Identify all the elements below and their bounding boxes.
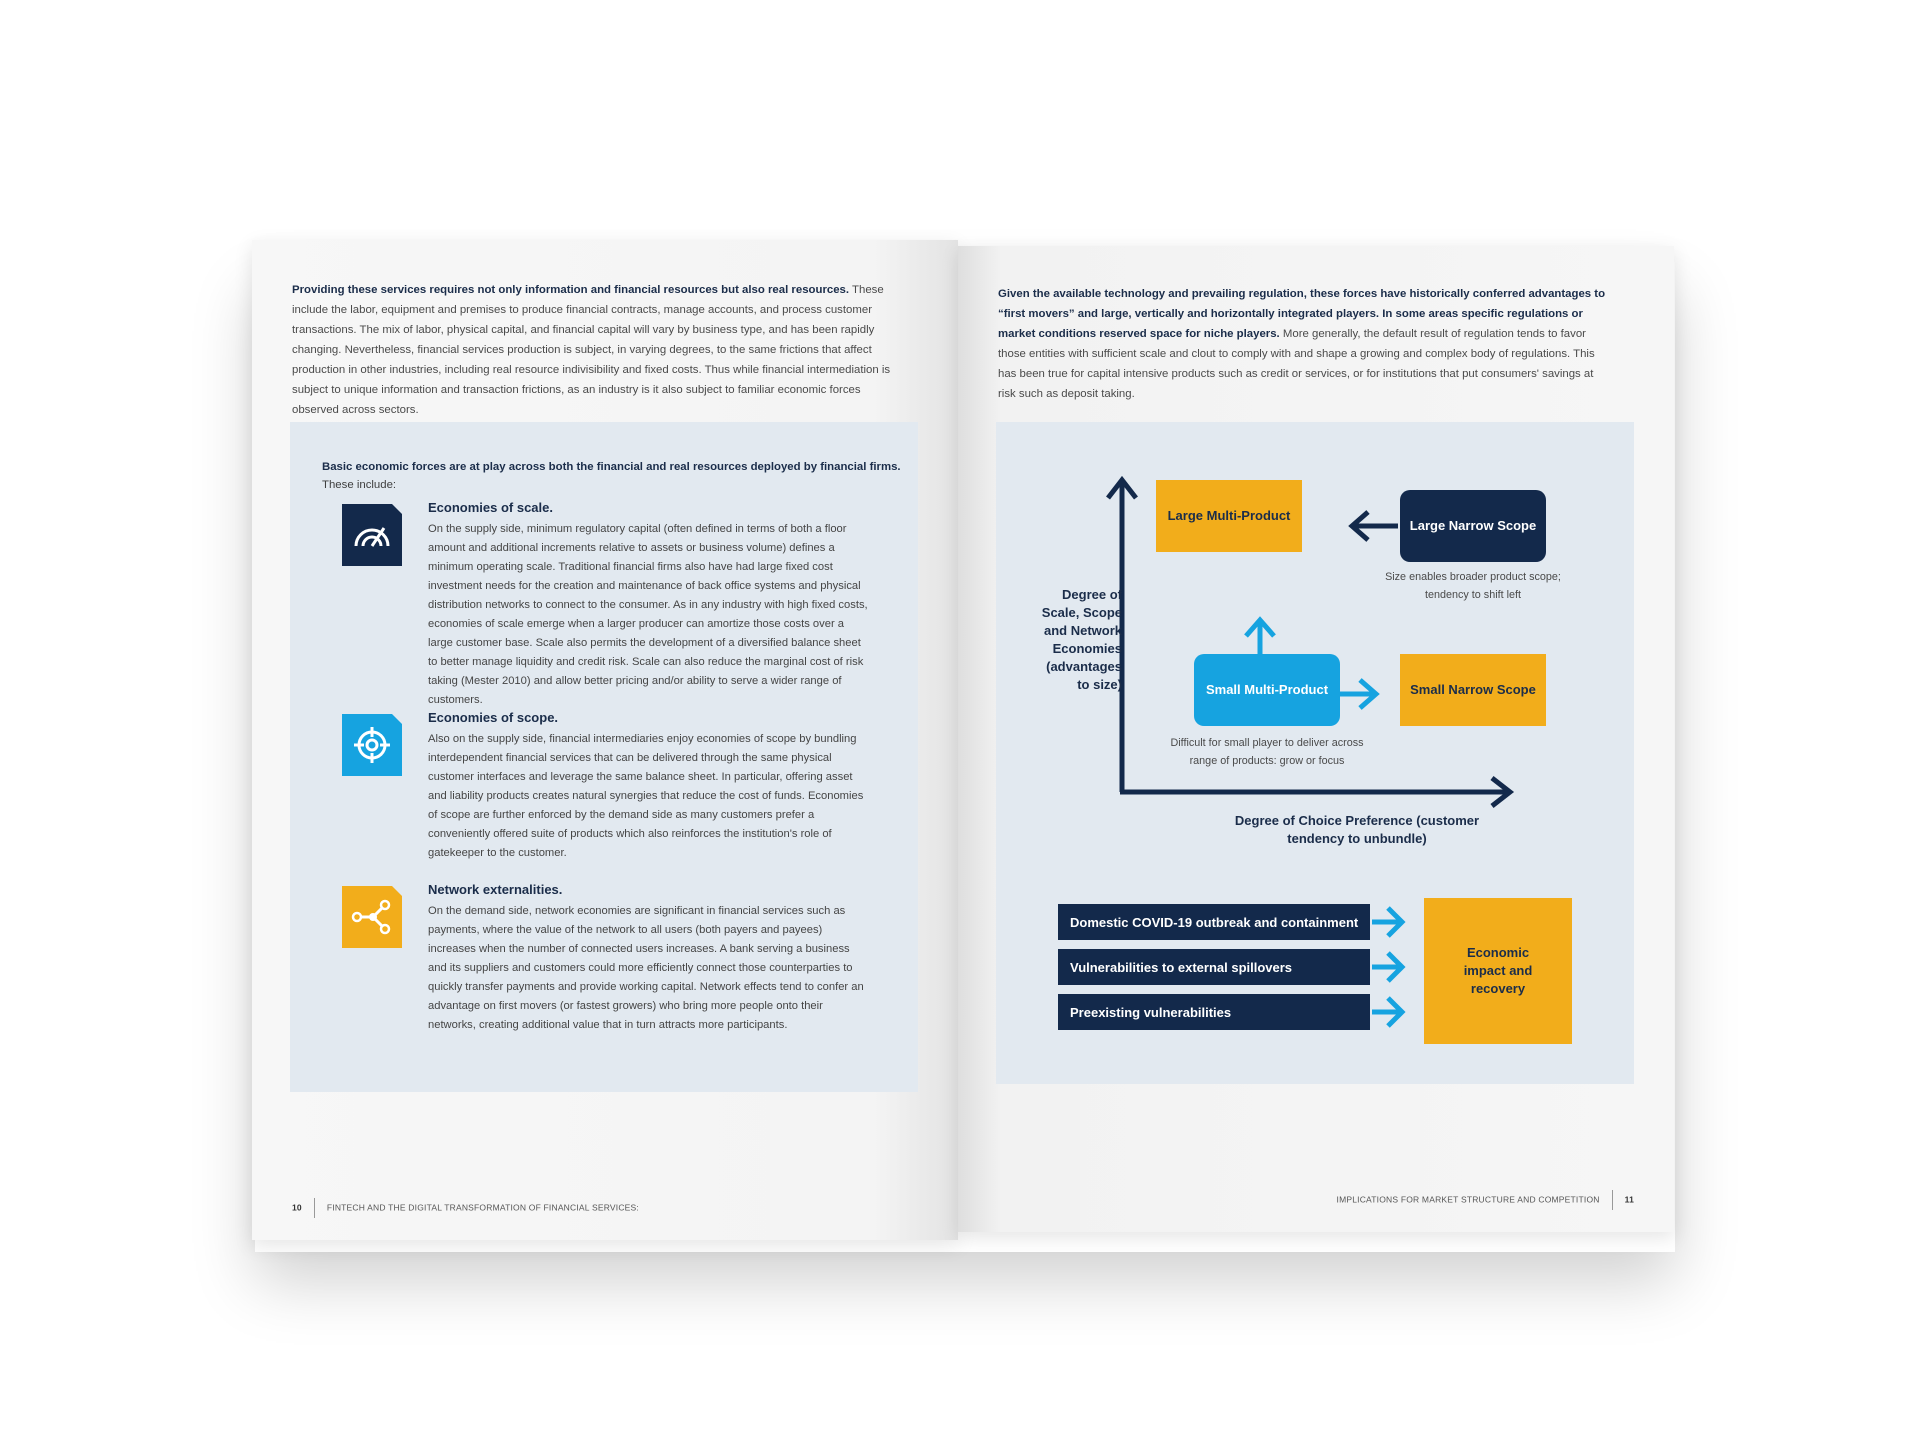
target-icon	[342, 714, 402, 776]
economic-impact-label: Economic impact and recovery	[1463, 945, 1533, 996]
large-player-note: Size enables broader product scope; tendency to shift left	[1385, 571, 1561, 601]
small-narrow-scope-box: Small Narrow Scope	[1400, 654, 1546, 726]
flow-input-bar: Vulnerabilities to external spillovers	[1058, 949, 1370, 985]
footer-divider	[314, 1198, 315, 1218]
right-intro-bold: Given the available technology and prevailing regulation, these forces have historically conferred advantages to “first movers” and large, vertically and horizontally integrated players. In some areas specific regulations or market conditions reserved space for niche players.	[998, 288, 1606, 340]
left-footer	[292, 1198, 639, 1218]
economic-forces-panel	[290, 422, 918, 1092]
left-page	[252, 240, 958, 1240]
feature-body: On the demand side, network economies are significant in financial services such as payments, where the value of the network to all users (both payers and payees) increases when the number of connected users increases. A bank serving a business and its suppliers and customers could more efficiently connect those counterparties to quickly transfer payments and provide working capital. Network effects tend to confer an advantage on first movers (or fastest growers) who bring more people onto their networks, creating additional value that in turn attracts more participants.	[428, 905, 864, 1031]
feature-body: On the supply side, minimum regulatory capital (often defined in terms of both a floor amount and additional increments relative to assets or business volume) defines a minimum operating scale. Traditional financial firms also have had large fixed cost investment needs for the creation and maintenance of back office systems and physical distribution networks to connect to the consumer. As in any industry with high fixed costs, economies of scale emerge when a larger producer can amortize those costs over a large customer base. Scale also permits the development of a diversified balance sheet to better manage liquidity and credit risk. Scale can also reduce the marginal cost of risk taking (Mester 2010) and allow better pricing and/or ability to serve a wider range of customers.	[428, 523, 868, 706]
right-footer	[1337, 1190, 1634, 1210]
running-title: FINTECH AND THE DIGITAL TRANSFORMATION OF FINANCIAL SERVICES:	[326, 1202, 639, 1213]
panel-lead-text: These include:	[322, 479, 397, 491]
left-intro-bold: Providing these services requires not only information and financial resources but also real resources.	[292, 284, 850, 296]
small-multi-product-box: Small Multi-Product	[1194, 654, 1340, 726]
page-number: 10	[292, 1202, 302, 1213]
right-intro-text: More generally, the default result of regulation tends to favor those entities with sufficient scale and clout to comply with and shape a growing and complex body of regulations. This has been true for capital intensive products such as credit or services, or for institutions that put consumers' savings at risk such as deposit taking.	[998, 328, 1595, 400]
large-narrow-scope-box: Large Narrow Scope	[1400, 490, 1546, 562]
large-multi-product-box: Large Multi-Product	[1156, 480, 1302, 552]
feature-title: Network externalities.	[428, 882, 563, 897]
flow-input-bar: Domestic COVID-19 outbreak and containment	[1058, 904, 1370, 940]
market-structure-panel	[996, 422, 1634, 1084]
feature-body: Also on the supply side, financial intermediaries enjoy economies of scope by bundling interdependent financial services that can be delivered through the same physical customer interfaces and leverage the same balance sheet. In particular, offering asset and liability products creates natural synergies that reduce the cost of funds. Economies of scope are further enforced by the demand side as many customers prefer a conveniently offered suite of products which also reinforces the institution's role of gatekeeper to the customer.	[428, 733, 864, 859]
small-player-note: Difficult for small player to deliver across range of products: grow or focus	[1170, 737, 1364, 767]
right-intro-paragraph	[998, 284, 1613, 404]
panel-lead	[322, 458, 902, 494]
gauge-icon	[342, 504, 402, 566]
page-number: 11	[1624, 1194, 1634, 1205]
flow-arrows	[1372, 908, 1402, 1026]
left-intro-paragraph	[292, 280, 907, 420]
economic-impact-box	[1424, 898, 1572, 1044]
feature-title: Economies of scope.	[428, 710, 559, 725]
right-page	[958, 246, 1674, 1232]
running-title: IMPLICATIONS FOR MARKET STRUCTURE AND COMPETITION	[1336, 1194, 1600, 1205]
network-icon	[342, 886, 402, 948]
feature-title: Economies of scale.	[428, 500, 553, 515]
left-intro-text: These include the labor, equipment and premises to produce financial contracts, manage accounts, and process customer transactions. The mix of labor, physical capital, and financial capital will vary by business type, and has been rapidly changing. Nevertheless, financial services production is subject, in varying degrees, to the same frictions that affect production in other industries, including real resource indivisibility and fixed costs. Thus while financial intermediation is subject to unique information and transaction frictions, as an industry is it also subject to familiar economic forces observed across sectors.	[292, 284, 891, 416]
x-axis-label: Degree of Choice Preference (customer tendency to unbundle)	[1234, 813, 1480, 846]
footer-divider	[1612, 1190, 1613, 1210]
flow-input-bar: Preexisting vulnerabilities	[1058, 994, 1370, 1030]
y-axis-label: Degree of Scale, Scope and Network Economies (advantages to size)	[1041, 587, 1122, 692]
panel-lead-bold: Basic economic forces are at play across both the financial and real resources deployed by financial firms.	[322, 461, 901, 473]
